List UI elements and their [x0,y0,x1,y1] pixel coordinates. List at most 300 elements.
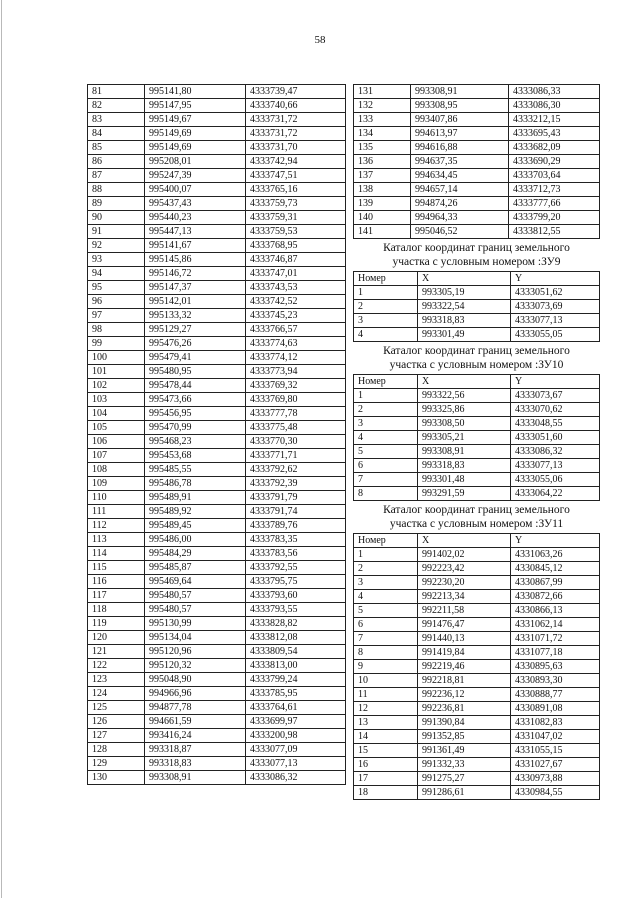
table-row [88,491,346,505]
point-number-cell: 99 [88,337,145,351]
x-coordinate-cell: 991402,02 [418,548,511,562]
table-row [354,99,600,113]
table-header-cell: Y [511,375,600,389]
table-header-cell: X [418,534,511,548]
point-number-cell: 96 [88,295,145,309]
y-coordinate-cell: 4331077,18 [511,646,600,660]
table-row [354,590,600,604]
point-number-cell: 117 [88,589,145,603]
point-number-cell: 140 [354,211,411,225]
x-coordinate-cell: 991390,84 [418,716,511,730]
x-coordinate-cell: 992219,46 [418,660,511,674]
table-row [354,211,600,225]
y-coordinate-cell: 4331047,02 [511,730,600,744]
y-coordinate-cell: 4333792,55 [246,561,346,575]
point-number-cell: 97 [88,309,145,323]
x-coordinate-cell: 995046,52 [411,225,509,239]
table-row [88,771,346,785]
x-coordinate-cell: 995468,23 [145,435,246,449]
x-coordinate-cell: 993291,59 [418,487,511,501]
point-number-cell: 138 [354,183,411,197]
catalog-title-line1: Каталог координат границ земельного [383,345,570,357]
point-number-cell: 92 [88,239,145,253]
catalog-table [353,271,600,342]
y-coordinate-cell: 4333759,73 [246,197,346,211]
y-coordinate-cell: 4333699,97 [246,715,346,729]
x-coordinate-cell: 995485,55 [145,463,246,477]
y-coordinate-cell: 4333070,62 [511,403,600,417]
point-number-cell: 134 [354,127,411,141]
point-number-cell: 2 [354,300,418,314]
point-number-cell: 91 [88,225,145,239]
x-coordinate-cell: 991440,13 [418,632,511,646]
table-row [354,85,600,99]
table-row [88,603,346,617]
table-row [88,449,346,463]
point-number-cell: 5 [354,604,418,618]
point-number-cell: 101 [88,365,145,379]
point-number-cell: 126 [88,715,145,729]
catalog-zu10 [353,344,600,501]
y-coordinate-cell: 4333774,63 [246,337,346,351]
point-number-cell: 83 [88,113,145,127]
y-coordinate-cell: 4331063,26 [511,548,600,562]
x-coordinate-cell: 994634,45 [411,169,509,183]
x-coordinate-cell: 994964,33 [411,211,509,225]
y-coordinate-cell: 4333051,60 [511,431,600,445]
table-row [354,197,600,211]
x-coordinate-cell: 993318,83 [418,459,511,473]
y-coordinate-cell: 4333777,78 [246,407,346,421]
table-row [88,743,346,757]
y-coordinate-cell: 4333799,24 [246,673,346,687]
x-coordinate-cell: 995129,27 [145,323,246,337]
y-coordinate-cell: 4333812,55 [509,225,600,239]
x-coordinate-cell: 995120,32 [145,659,246,673]
x-coordinate-cell: 995145,86 [145,253,246,267]
point-number-cell: 136 [354,155,411,169]
table-row [88,309,346,323]
point-number-cell: 8 [354,646,418,660]
table-row [88,421,346,435]
point-number-cell: 121 [88,645,145,659]
point-number-cell: 107 [88,449,145,463]
point-number-cell: 123 [88,673,145,687]
table-row [354,286,600,300]
y-coordinate-cell: 4333077,13 [511,314,600,328]
y-coordinate-cell: 4330984,55 [511,786,600,800]
y-coordinate-cell: 4333783,35 [246,533,346,547]
table-header-row [354,375,600,389]
point-number-cell: 95 [88,281,145,295]
x-coordinate-cell: 991476,47 [418,618,511,632]
table-row [88,155,346,169]
point-number-cell: 129 [88,757,145,771]
x-coordinate-cell: 995473,66 [145,393,246,407]
table-row [354,300,600,314]
table-row [88,533,346,547]
x-coordinate-cell: 995447,13 [145,225,246,239]
table-header-cell: X [418,375,511,389]
point-number-cell: 2 [354,403,418,417]
table-row [88,239,346,253]
table-row [354,459,600,473]
scan-edge-line [1,0,2,898]
table-header-cell: X [418,272,511,286]
table-row [88,183,346,197]
table-row [354,141,600,155]
y-coordinate-cell: 4333777,66 [509,197,600,211]
coordinates-table-right-body [354,85,600,239]
point-number-cell: 106 [88,435,145,449]
point-number-cell: 16 [354,758,418,772]
point-number-cell: 124 [88,687,145,701]
coordinates-table-left [87,84,346,785]
y-coordinate-cell: 4333690,29 [509,155,600,169]
x-coordinate-cell: 995120,96 [145,645,246,659]
point-number-cell: 115 [88,561,145,575]
table-row [88,337,346,351]
y-coordinate-cell: 4333073,67 [511,389,600,403]
x-coordinate-cell: 993318,87 [145,743,246,757]
point-number-cell: 119 [88,617,145,631]
point-number-cell: 133 [354,113,411,127]
catalog-title-line1: Каталог координат границ земельного [383,242,570,254]
x-coordinate-cell: 995146,72 [145,267,246,281]
table-row [88,365,346,379]
point-number-cell: 9 [354,660,418,674]
point-number-cell: 90 [88,211,145,225]
x-coordinate-cell: 995480,95 [145,365,246,379]
y-coordinate-cell: 4333077,09 [246,743,346,757]
point-number-cell: 128 [88,743,145,757]
y-coordinate-cell: 4333731,72 [246,127,346,141]
y-coordinate-cell: 4333774,12 [246,351,346,365]
table-row [88,127,346,141]
table-row [88,407,346,421]
table-row [354,702,600,716]
table-row [354,389,600,403]
y-coordinate-cell: 4330893,30 [511,674,600,688]
table-row [88,505,346,519]
point-number-cell: 1 [354,286,418,300]
x-coordinate-cell: 995480,57 [145,589,246,603]
y-coordinate-cell: 4333731,72 [246,113,346,127]
point-number-cell: 13 [354,716,418,730]
x-coordinate-cell: 995437,43 [145,197,246,211]
y-coordinate-cell: 4330891,08 [511,702,600,716]
table-row [88,729,346,743]
catalog-zu11 [353,503,600,800]
y-coordinate-cell: 4333747,51 [246,169,346,183]
point-number-cell: 85 [88,141,145,155]
point-number-cell: 17 [354,772,418,786]
x-coordinate-cell: 995142,01 [145,295,246,309]
x-coordinate-cell: 995147,95 [145,99,246,113]
table-row [354,225,600,239]
y-coordinate-cell: 4333793,60 [246,589,346,603]
table-row [354,786,600,800]
point-number-cell: 88 [88,183,145,197]
x-coordinate-cell: 992230,20 [418,576,511,590]
y-coordinate-cell: 4333769,80 [246,393,346,407]
x-coordinate-cell: 995208,01 [145,155,246,169]
table-row [354,403,600,417]
x-coordinate-cell: 995149,67 [145,113,246,127]
point-number-cell: 3 [354,314,418,328]
point-number-cell: 18 [354,786,418,800]
table-row [354,314,600,328]
x-coordinate-cell: 994637,35 [411,155,509,169]
point-number-cell: 118 [88,603,145,617]
y-coordinate-cell: 4333791,74 [246,505,346,519]
table-row [88,211,346,225]
table-row [354,688,600,702]
point-number-cell: 1 [354,389,418,403]
point-number-cell: 94 [88,267,145,281]
x-coordinate-cell: 993325,86 [418,403,511,417]
y-coordinate-cell: 4333077,13 [246,757,346,771]
y-coordinate-cell: 4333746,87 [246,253,346,267]
x-coordinate-cell: 993305,19 [418,286,511,300]
x-coordinate-cell: 993416,24 [145,729,246,743]
point-number-cell: 10 [354,674,418,688]
x-coordinate-cell: 995489,91 [145,491,246,505]
catalog-title [353,344,600,372]
table-row [354,431,600,445]
point-number-cell: 8 [354,487,418,501]
point-number-cell: 108 [88,463,145,477]
point-number-cell: 98 [88,323,145,337]
table-row [354,604,600,618]
point-number-cell: 100 [88,351,145,365]
x-coordinate-cell: 992236,12 [418,688,511,702]
point-number-cell: 114 [88,547,145,561]
table-row [88,463,346,477]
y-coordinate-cell: 4333775,48 [246,421,346,435]
x-coordinate-cell: 991332,33 [418,758,511,772]
table-row [88,561,346,575]
point-number-cell: 12 [354,702,418,716]
table-row [88,589,346,603]
point-number-cell: 86 [88,155,145,169]
x-coordinate-cell: 993305,21 [418,431,511,445]
y-coordinate-cell: 4333792,39 [246,477,346,491]
point-number-cell: 6 [354,618,418,632]
table-row [88,659,346,673]
point-number-cell: 14 [354,730,418,744]
x-coordinate-cell: 995134,04 [145,631,246,645]
y-coordinate-cell: 4333740,66 [246,99,346,113]
x-coordinate-cell: 993322,54 [418,300,511,314]
x-coordinate-cell: 995130,99 [145,617,246,631]
point-number-cell: 4 [354,431,418,445]
x-coordinate-cell: 993308,91 [418,445,511,459]
table-header-cell: Y [511,272,600,286]
y-coordinate-cell: 4333073,69 [511,300,600,314]
table-row [88,687,346,701]
table-header-row [354,272,600,286]
point-number-cell: 3 [354,576,418,590]
x-coordinate-cell: 993322,56 [418,389,511,403]
x-coordinate-cell: 995149,69 [145,127,246,141]
x-coordinate-cell: 993318,83 [145,757,246,771]
table-row [88,379,346,393]
y-coordinate-cell: 4333703,64 [509,169,600,183]
y-coordinate-cell: 4333809,54 [246,645,346,659]
table-row [88,197,346,211]
y-coordinate-cell: 4331071,72 [511,632,600,646]
x-coordinate-cell: 995484,29 [145,547,246,561]
x-coordinate-cell: 993308,91 [145,771,246,785]
y-coordinate-cell: 4333712,73 [509,183,600,197]
y-coordinate-cell: 4333791,79 [246,491,346,505]
x-coordinate-cell: 993301,48 [418,473,511,487]
x-coordinate-cell: 993301,49 [418,328,511,342]
y-coordinate-cell: 4333743,53 [246,281,346,295]
point-number-cell: 7 [354,632,418,646]
point-number-cell: 4 [354,328,418,342]
right-coordinate-column [353,84,600,800]
point-number-cell: 15 [354,744,418,758]
x-coordinate-cell: 995479,41 [145,351,246,365]
y-coordinate-cell: 4333086,33 [509,85,600,99]
y-coordinate-cell: 4333048,55 [511,417,600,431]
point-number-cell: 132 [354,99,411,113]
table-row [354,473,600,487]
x-coordinate-cell: 995489,92 [145,505,246,519]
y-coordinate-cell: 4333739,47 [246,85,346,99]
x-coordinate-cell: 995400,07 [145,183,246,197]
point-number-cell: 93 [88,253,145,267]
y-coordinate-cell: 4333771,71 [246,449,346,463]
x-coordinate-cell: 995133,32 [145,309,246,323]
table-row [88,225,346,239]
x-coordinate-cell: 993318,83 [418,314,511,328]
table-row [354,169,600,183]
y-coordinate-cell: 4333792,62 [246,463,346,477]
table-row [88,575,346,589]
point-number-cell: 137 [354,169,411,183]
coordinates-table-right [353,84,600,239]
table-row [354,660,600,674]
y-coordinate-cell: 4333745,23 [246,309,346,323]
y-coordinate-cell: 4333086,30 [509,99,600,113]
table-row [354,632,600,646]
y-coordinate-cell: 4333086,32 [246,771,346,785]
point-number-cell: 1 [354,548,418,562]
x-coordinate-cell: 991361,49 [418,744,511,758]
table-row [354,113,600,127]
y-coordinate-cell: 4333785,95 [246,687,346,701]
point-number-cell: 103 [88,393,145,407]
table-row [88,113,346,127]
point-number-cell: 110 [88,491,145,505]
catalog-title [353,241,600,269]
y-coordinate-cell: 4333731,70 [246,141,346,155]
y-coordinate-cell: 4333765,16 [246,183,346,197]
x-coordinate-cell: 995489,45 [145,519,246,533]
y-coordinate-cell: 4333769,32 [246,379,346,393]
x-coordinate-cell: 995147,37 [145,281,246,295]
y-coordinate-cell: 4333766,57 [246,323,346,337]
y-coordinate-cell: 4333813,00 [246,659,346,673]
table-row [354,618,600,632]
table-row [88,757,346,771]
y-coordinate-cell: 4333764,61 [246,701,346,715]
x-coordinate-cell: 995480,57 [145,603,246,617]
y-coordinate-cell: 4330866,13 [511,604,600,618]
table-row [354,328,600,342]
table-row [88,435,346,449]
point-number-cell: 109 [88,477,145,491]
table-row [354,772,600,786]
table-row [88,393,346,407]
page-number: 58 [314,34,326,46]
catalog-table [353,374,600,501]
y-coordinate-cell: 4333742,52 [246,295,346,309]
point-number-cell: 125 [88,701,145,715]
point-number-cell: 135 [354,141,411,155]
point-number-cell: 131 [354,85,411,99]
x-coordinate-cell: 995440,23 [145,211,246,225]
point-number-cell: 113 [88,533,145,547]
x-coordinate-cell: 995486,00 [145,533,246,547]
catalog-table [353,533,600,800]
table-row [88,351,346,365]
y-coordinate-cell: 4333795,75 [246,575,346,589]
x-coordinate-cell: 992236,81 [418,702,511,716]
x-coordinate-cell: 994657,14 [411,183,509,197]
x-coordinate-cell: 994874,26 [411,197,509,211]
y-coordinate-cell: 4333789,76 [246,519,346,533]
x-coordinate-cell: 994877,78 [145,701,246,715]
table-row [88,323,346,337]
table-row [354,730,600,744]
y-coordinate-cell: 4331055,15 [511,744,600,758]
x-coordinate-cell: 995141,80 [145,85,246,99]
table-row [354,155,600,169]
table-header-cell: Y [511,534,600,548]
point-number-cell: 111 [88,505,145,519]
y-coordinate-cell: 4333055,05 [511,328,600,342]
point-number-cell: 7 [354,473,418,487]
catalog-title-line1: Каталог координат границ земельного [383,504,570,516]
catalog-title-line2: участка с условным номером :ЗУ10 [389,359,564,371]
y-coordinate-cell: 4331082,83 [511,716,600,730]
y-coordinate-cell: 4330845,12 [511,562,600,576]
point-number-cell: 104 [88,407,145,421]
y-coordinate-cell: 4333812,08 [246,631,346,645]
catalog-title [353,503,600,531]
x-coordinate-cell: 995141,67 [145,239,246,253]
x-coordinate-cell: 991286,61 [418,786,511,800]
x-coordinate-cell: 993308,50 [418,417,511,431]
point-number-cell: 120 [88,631,145,645]
y-coordinate-cell: 4333212,15 [509,113,600,127]
table-row [354,716,600,730]
table-header-cell: Номер [354,534,418,548]
table-row [354,744,600,758]
y-coordinate-cell: 4333682,09 [509,141,600,155]
table-row [354,183,600,197]
table-row [88,701,346,715]
table-row [88,631,346,645]
point-number-cell: 82 [88,99,145,113]
catalog-title-line2: участка с условным номером :ЗУ9 [392,256,561,268]
x-coordinate-cell: 995478,44 [145,379,246,393]
y-coordinate-cell: 4333759,53 [246,225,346,239]
